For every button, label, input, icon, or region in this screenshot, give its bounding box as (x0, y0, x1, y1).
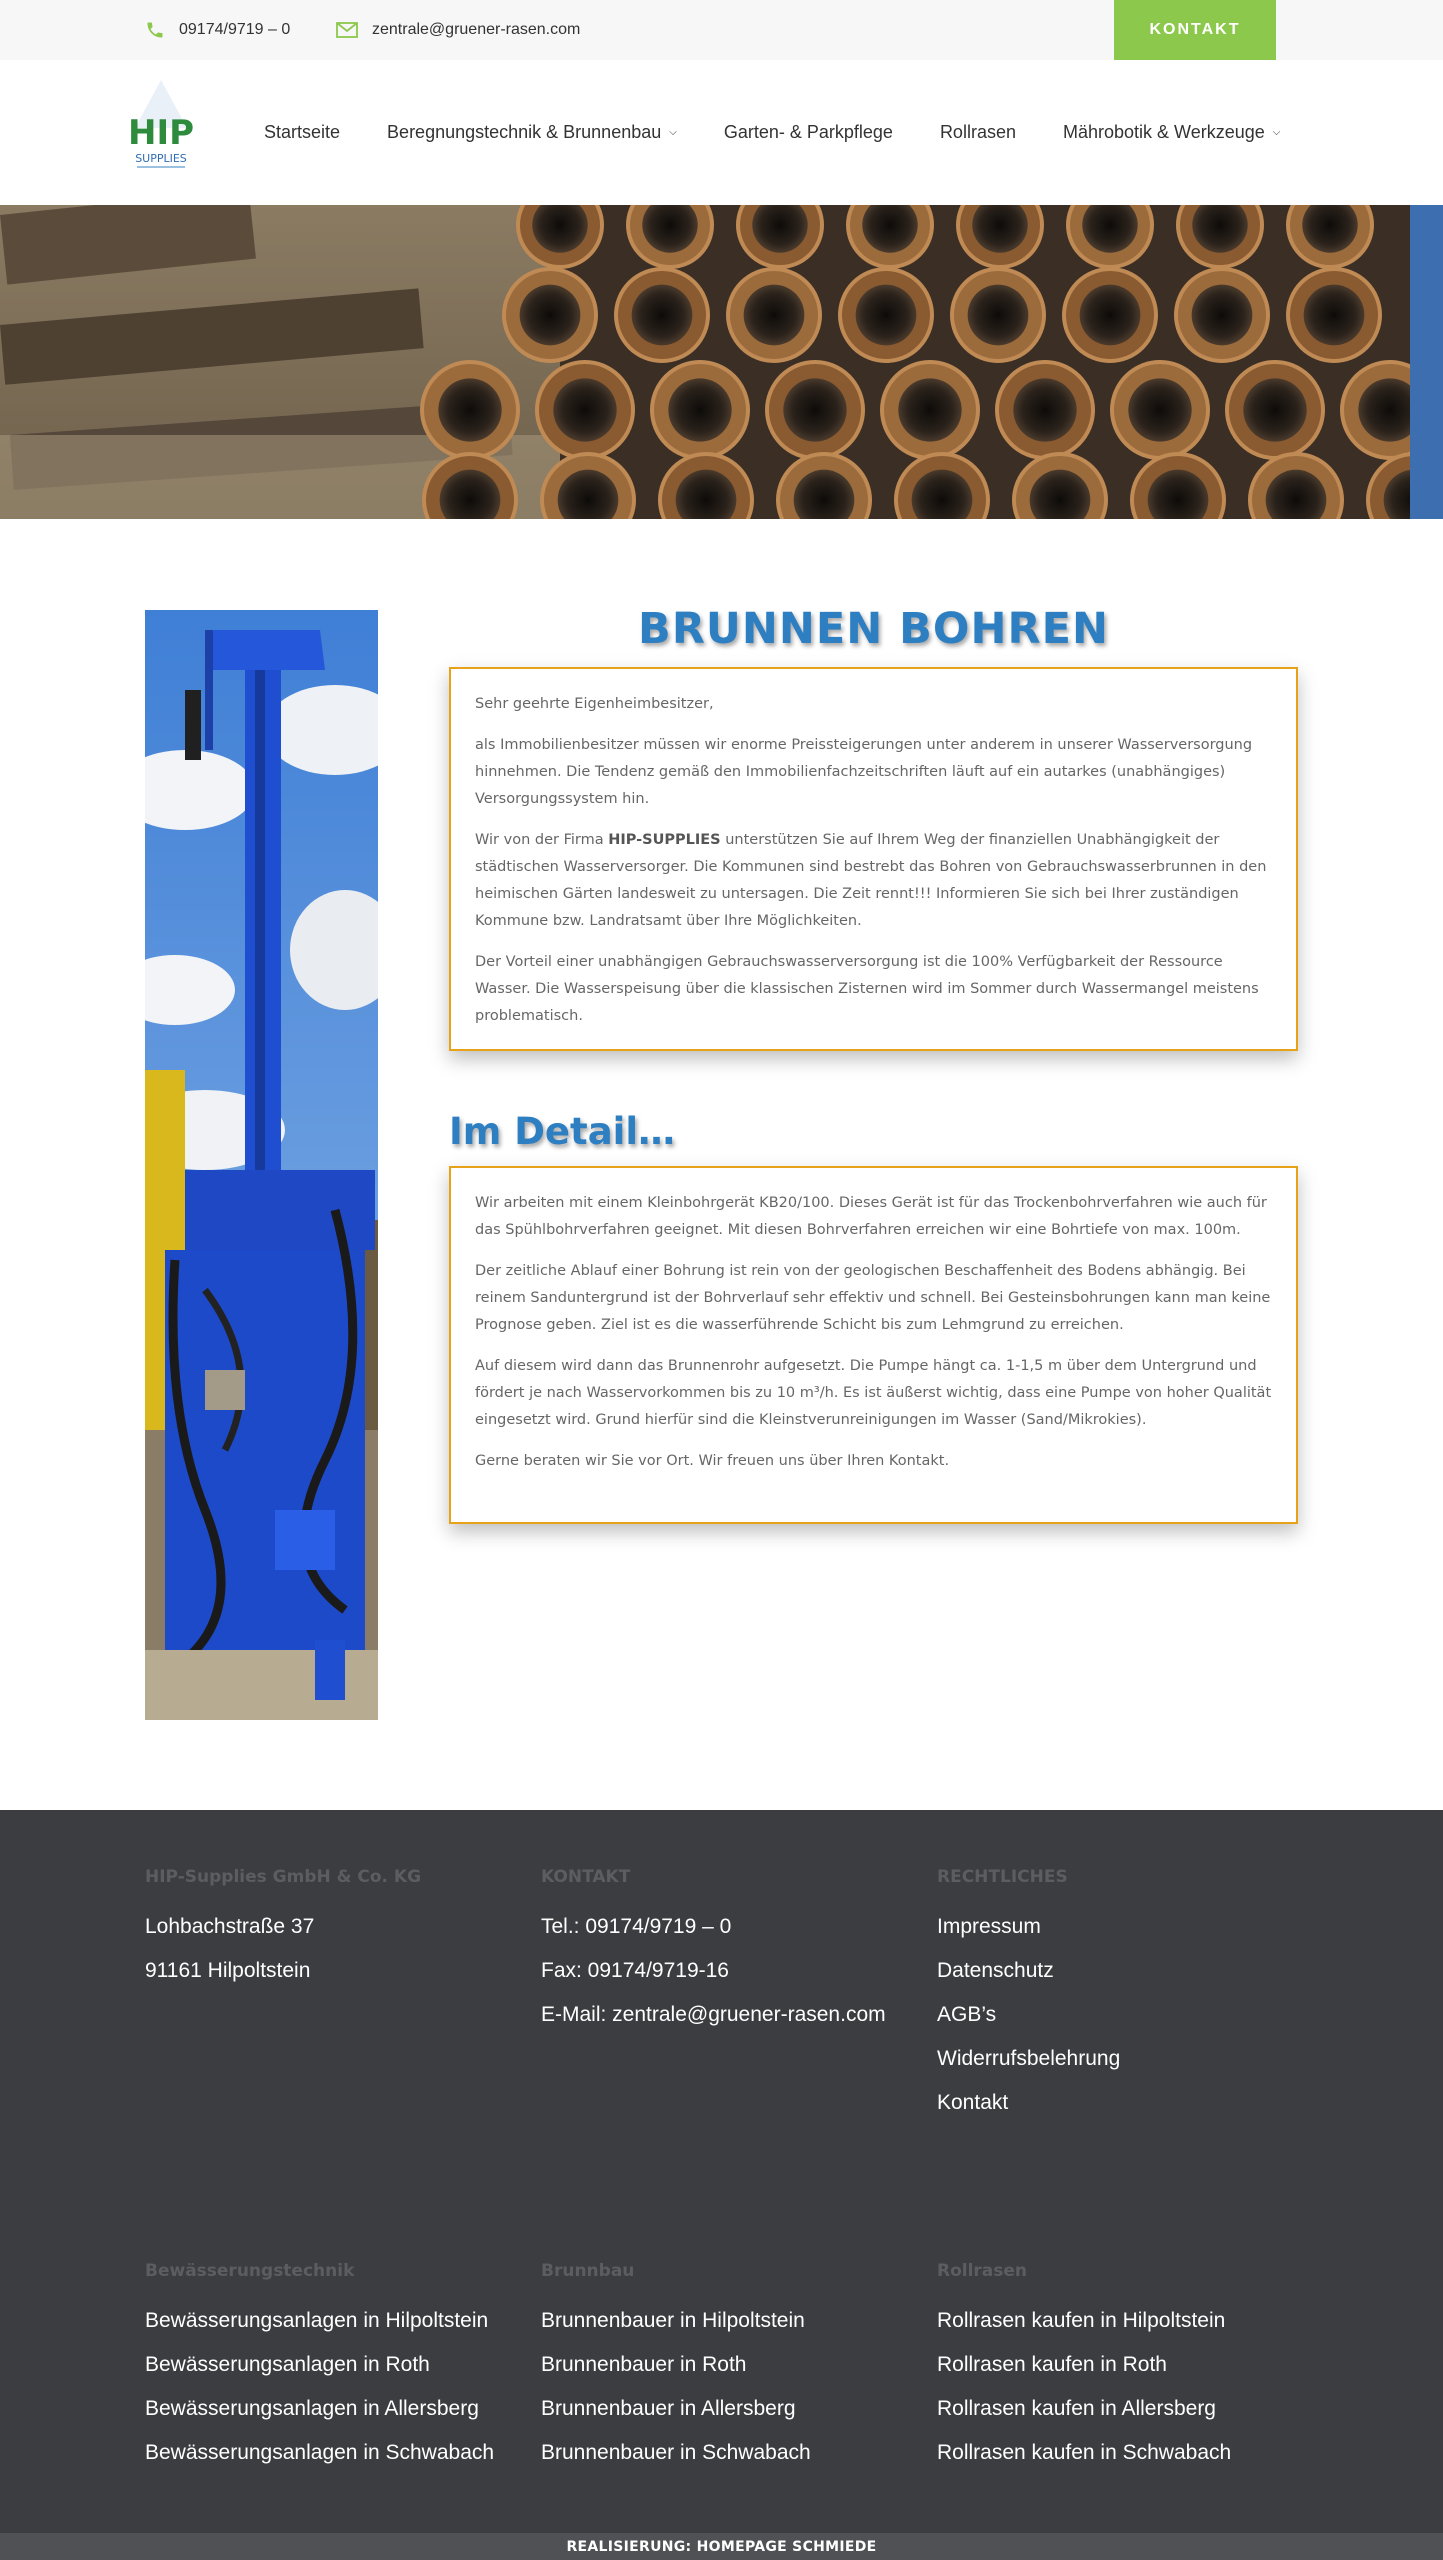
header (0, 60, 1443, 205)
intro-text-box (449, 667, 1298, 1051)
top-bar (0, 0, 1443, 60)
footer-brunnbau (541, 2261, 921, 2475)
footer-heading: RECHTLICHES (937, 1867, 1068, 1887)
pipe-bore (668, 378, 731, 441)
email-address: zentrale@gruener-rasen.com (372, 21, 581, 38)
main-nav (264, 60, 1327, 205)
pipe-bore (783, 378, 846, 441)
footer-link[interactable]: Bewässerungsanlagen in Schwabach (145, 2441, 495, 2464)
pipe-bore (553, 378, 616, 441)
detail-title: Im Detail… (449, 1110, 676, 1153)
credits-bar[interactable]: REALISIERUNG: HOMEPAGE SCHMIEDE (0, 2533, 1443, 2560)
company-name: HIP-SUPPLIES (608, 832, 721, 848)
pipe-bore (1192, 285, 1253, 346)
footer-rollrasen (937, 2261, 1317, 2475)
footer-link[interactable]: Rollrasen kaufen in Schwabach (937, 2441, 1232, 2464)
phone-number: 09174/9719 – 0 (179, 21, 291, 38)
pipe-bore (744, 285, 805, 346)
footer-link[interactable]: Brunnenbauer in Allersberg (541, 2397, 796, 2420)
footer-link[interactable]: Bewässerungsanlagen in Hilpoltstein (145, 2309, 489, 2332)
detail-paragraph-1: Wir arbeiten mit einem Kleinbohrgerät KB20/100. Dieses Gerät ist für das Trockenbohrverfahren wie auch für das Spühlbohrverfahren geeignet. Mit diesen Bohrverfahren erreichen wir eine Bohrtiefe von max. 100m. (475, 1195, 1267, 1238)
pipe-bore (898, 378, 961, 441)
footer-link-kontakt[interactable]: Kontakt (937, 2091, 1009, 2114)
page-title: BRUNNEN BOHREN (638, 604, 1109, 654)
topbar-phone[interactable] (145, 0, 290, 60)
footer-link-widerruf[interactable]: Widerrufsbelehrung (937, 2047, 1121, 2070)
footer-company (145, 1867, 525, 1993)
footer-link[interactable]: Rollrasen kaufen in Allersberg (937, 2397, 1216, 2420)
footer-link[interactable]: Brunnenbauer in Schwabach (541, 2441, 811, 2464)
footer-heading: Brunnbau (541, 2261, 635, 2281)
footer-street: Lohbachstraße 37 (145, 1915, 315, 1938)
intro-greeting: Sehr geehrte Eigenheimbesitzer, (475, 696, 714, 712)
pipe-bore (520, 285, 581, 346)
pipe-bore (632, 285, 693, 346)
hero-pipes-image (0, 205, 1443, 519)
footer-heading: Bewässerungstechnik (145, 2261, 355, 2281)
footer-tel[interactable]: Tel.: 09174/9719 – 0 (541, 1915, 732, 1938)
footer-kontakt (541, 1867, 921, 2037)
detail-paragraph-4: Gerne beraten wir Sie vor Ort. Wir freuen uns über Ihren Kontakt. (475, 1453, 950, 1469)
nav-rollrasen[interactable]: Rollrasen (939, 122, 1016, 142)
pipe-bore (1243, 378, 1306, 441)
topbar-email[interactable] (336, 0, 580, 60)
footer-city: 91161 Hilpoltstein (145, 1959, 311, 1982)
envelope-icon (336, 22, 358, 38)
footer-link[interactable]: Rollrasen kaufen in Hilpoltstein (937, 2309, 1226, 2332)
detail-paragraph-2: Der zeitliche Ablauf einer Bohrung ist rein von der geologischen Beschaffenheit des Bodens abhängig. Bei reinem Sanduntergrund ist der Bohrverlauf sehr effektiv und schnell. Bei Gesteinsbohrungen kann man keine Prognose geben. Ziel ist es die wasserführende Schicht bis zum Lehmgrund zu erreichen. (475, 1263, 1271, 1333)
footer-email[interactable]: E-Mail: zentrale@gruener-rasen.com (541, 2003, 886, 2026)
intro-paragraph-2: Wir von der Firma HIP-SUPPLIES unterstützen Sie auf Ihrem Weg der finanziellen Unabhängigkeit der städtischen Wasserversorger. Die Kommunen sind bestrebt das Bohren von Gebrauchswasserbrunnen in den heimischen Gärten landesweit zu untersagen. Die Zeit rennt!!! Informieren Sie sich bei Ihrer zuständigen Kommune bzw. Landratsamt über Ihre Möglichkeiten. (475, 832, 1267, 929)
footer-link[interactable]: Brunnenbauer in Hilpoltstein (541, 2309, 805, 2332)
pipe-bore (1128, 378, 1191, 441)
pipe-bore (438, 378, 501, 441)
footer-link-agb[interactable]: AGB’s (937, 2003, 997, 2026)
detail-paragraph-3: Auf diesem wird dann das Brunnenrohr aufgesetzt. Die Pumpe hängt ca. 1-1,5 m über dem Untergrund und fördert je nach Wasservorkommen bis zu 10 m³/h. Es ist äußerst wichtig, dass eine Pumpe von hoher Qualität eingesetzt wird. Grund hierfür sind die Kleinstverunreinigungen im Wasser (Sand/Mikrokies). (475, 1358, 1272, 1428)
logo[interactable] (115, 78, 207, 178)
drilling-rig-image (145, 610, 378, 1720)
footer-fax: Fax: 09174/9719-16 (541, 1959, 729, 1982)
footer-legal (937, 1867, 1317, 2125)
chevron-down-icon: ⌵ (669, 127, 677, 138)
intro-paragraph-3: Der Vorteil einer unabhängigen Gebrauchswasserversorgung ist die 100% Verfügbarkeit der Ressource Wasser. Die Wasserspeisung über die klassischen Zisternen wird im Sommer durch Wassermangel meistens problematisch. (475, 954, 1259, 1024)
footer-link[interactable]: Bewässerungsanlagen in Allersberg (145, 2397, 479, 2420)
pipe-bore (1080, 285, 1141, 346)
footer-link[interactable]: Rollrasen kaufen in Roth (937, 2353, 1167, 2376)
kontakt-button[interactable]: KONTAKT (1114, 0, 1276, 60)
footer-link[interactable]: Brunnenbauer in Roth (541, 2353, 747, 2376)
svg-text:SUPPLIES: SUPPLIES (135, 152, 187, 165)
footer-link-datenschutz[interactable]: Datenschutz (937, 1959, 1054, 1982)
svg-text:HIP: HIP (127, 113, 195, 153)
intro-paragraph-1: als Immobilienbesitzer müssen wir enorme Preissteigerungen unter anderem in unserer Wasserversorgung hinnehmen. Die Tendenz gemäß den Immobilienfachzeitschriften läuft auf ein autarkes (unabhängiges) Versorgungssystem hin. (475, 737, 1253, 807)
pipe-bore (1013, 378, 1076, 441)
footer-heading: Rollrasen (937, 2261, 1028, 2281)
nav-garten-parkpflege[interactable]: Garten- & Parkpflege (723, 122, 893, 142)
nav-startseite[interactable]: Startseite (264, 122, 341, 142)
footer-heading: HIP-Supplies GmbH & Co. KG (145, 1867, 422, 1887)
pipe-bore (856, 285, 917, 346)
footer (0, 1810, 1443, 2533)
phone-icon (145, 20, 165, 40)
pipe-bore (1304, 285, 1365, 346)
pipe-bore (968, 285, 1029, 346)
footer-bewaesserung (145, 2261, 525, 2475)
footer-link-impressum[interactable]: Impressum (937, 1915, 1041, 1938)
nav-maehrobotik[interactable]: Mährobotik & Werkzeuge ⌵ (1062, 122, 1281, 142)
footer-link[interactable]: Bewässerungsanlagen in Roth (145, 2353, 430, 2376)
nav-beregnungstechnik[interactable]: Beregnungstechnik & Brunnenbau ⌵ (387, 122, 677, 142)
chevron-down-icon: ⌵ (1272, 127, 1281, 138)
detail-text-box (449, 1166, 1298, 1524)
footer-heading: KONTAKT (541, 1867, 631, 1887)
